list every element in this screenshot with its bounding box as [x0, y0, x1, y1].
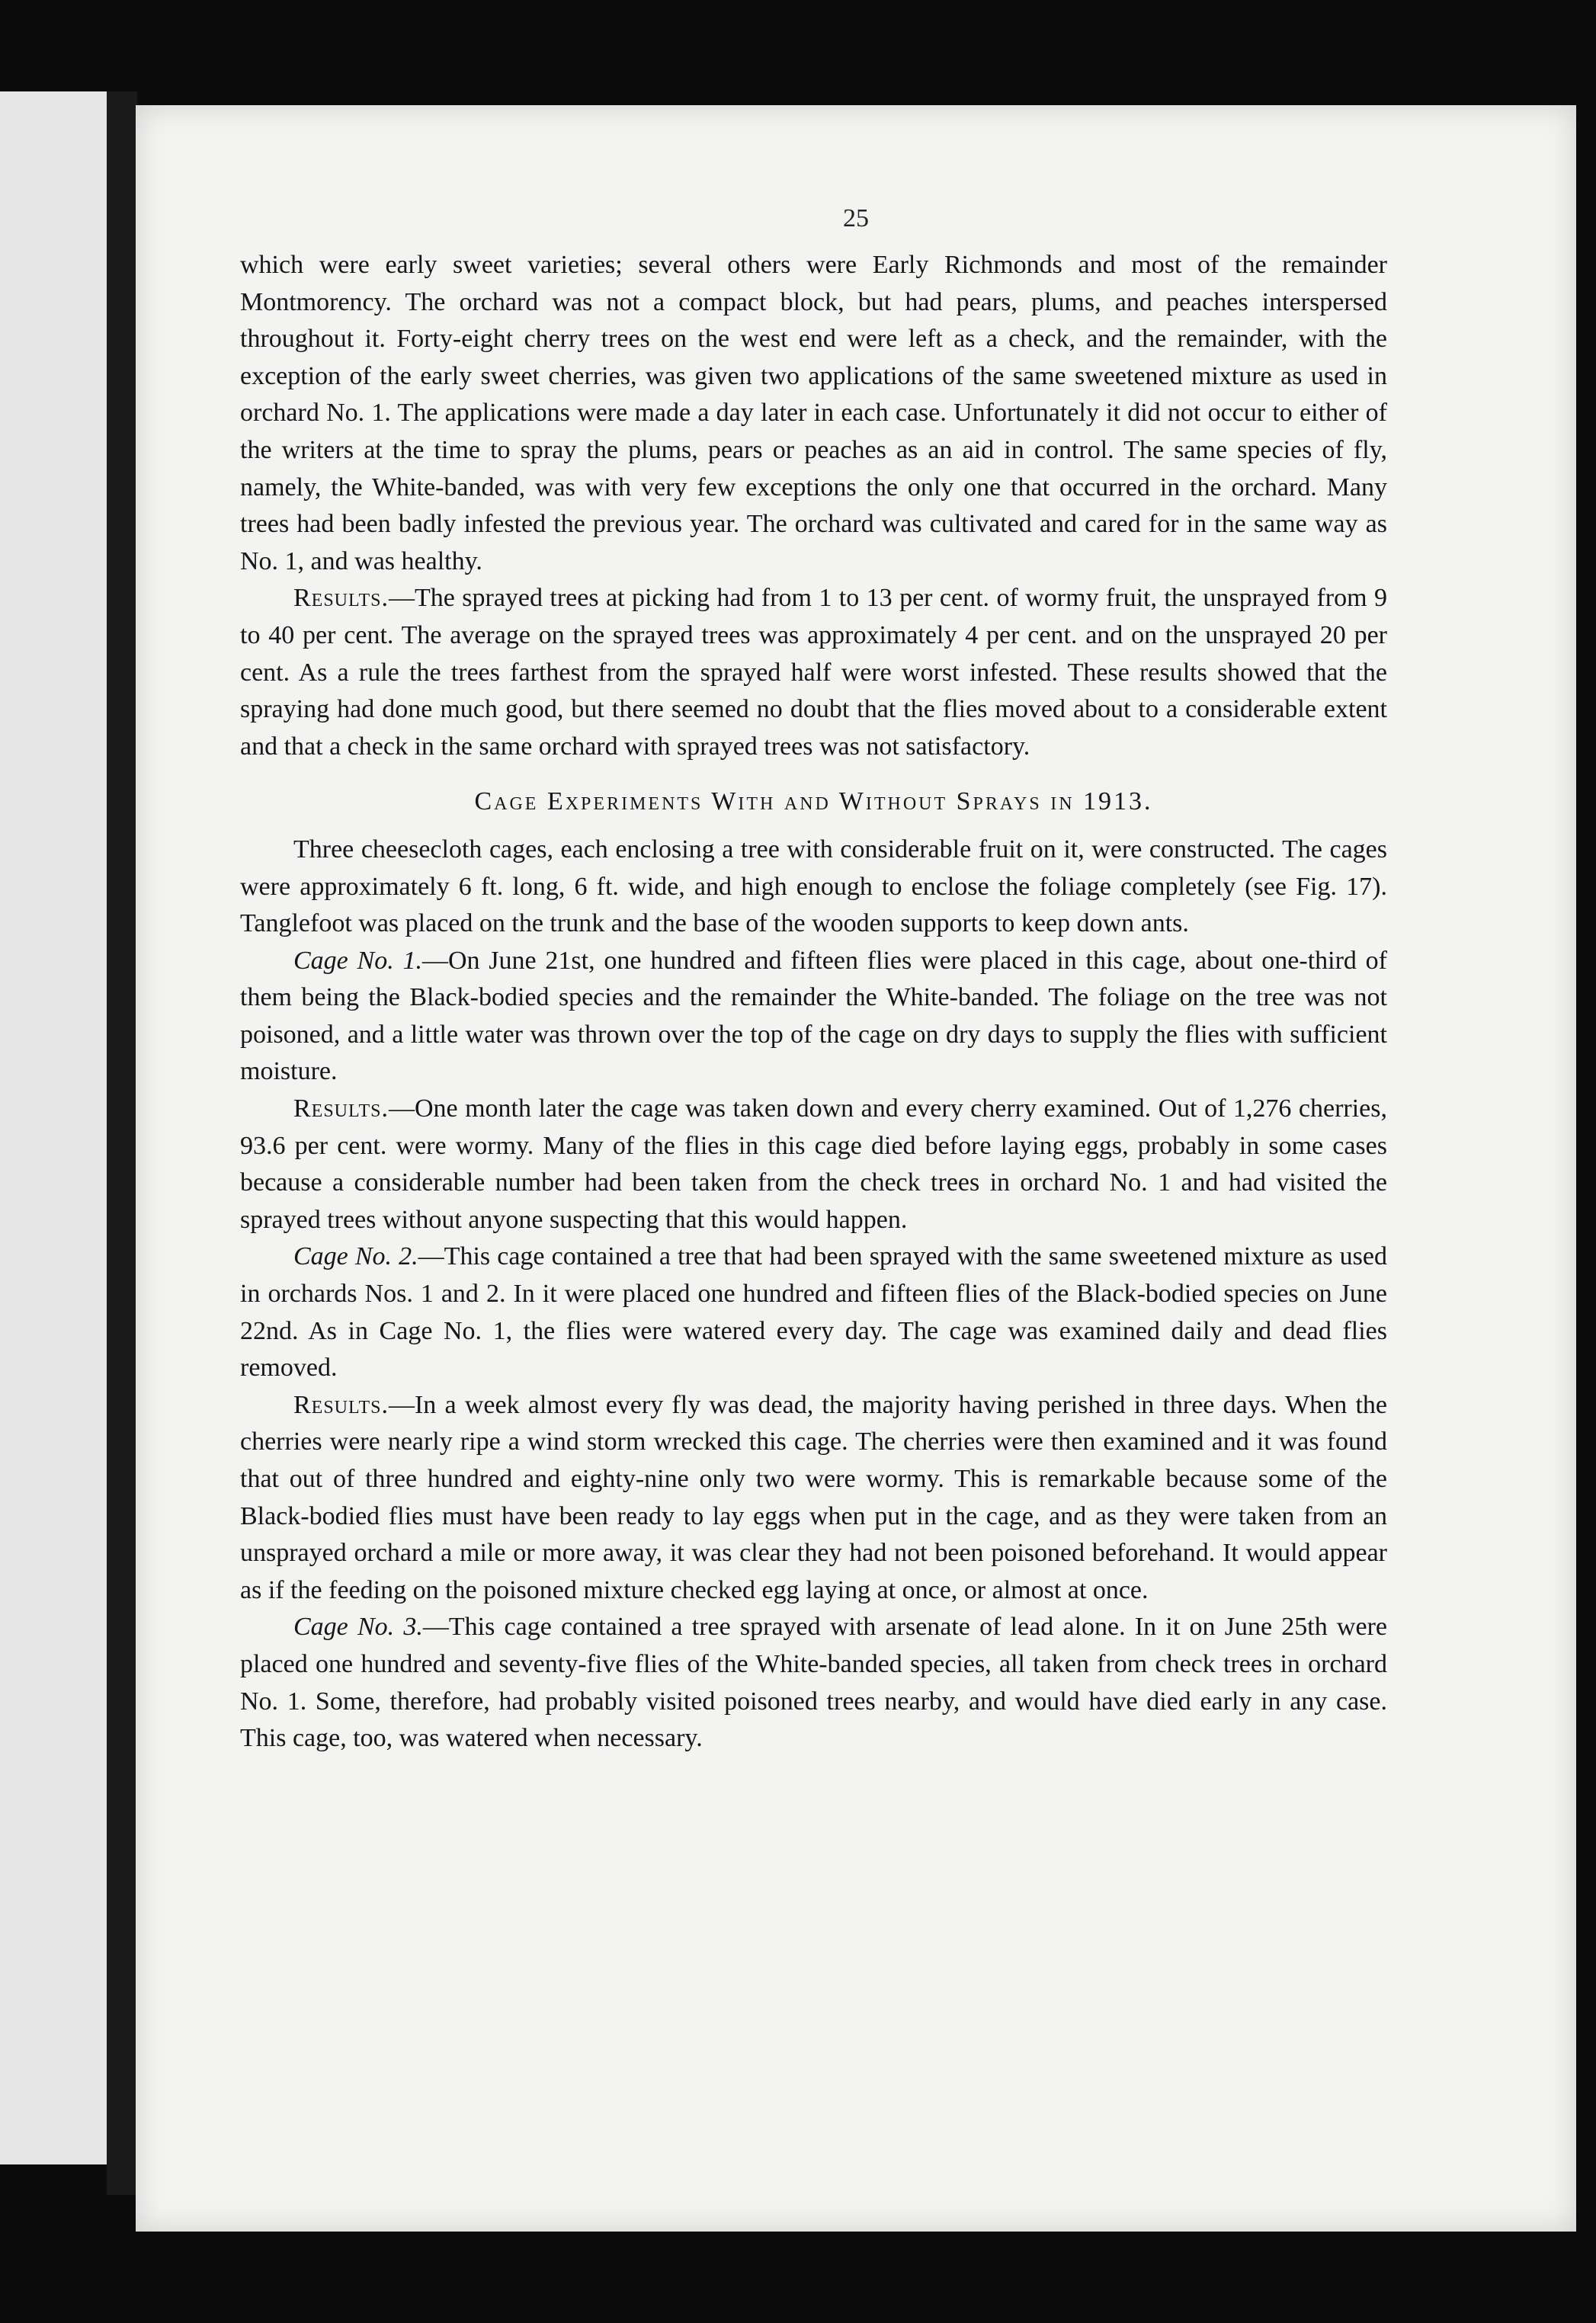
- paragraph-lead: Cage No. 3.: [293, 1613, 423, 1642]
- page-body: [240, 247, 1387, 1757]
- paragraph-lead: Cage No. 2.: [293, 1242, 418, 1271]
- paragraph-text: —This cage contained a tree that had been sprayed with the same sweetened mixture as used in orchards Nos. 1 and 2. In it were placed one hundred and fifteen flies of the Black-bodied species on June 22nd. As in Cage No. 1, the flies were watered every day. The cage was examined daily and dead flies removed.: [240, 1242, 1388, 1383]
- paragraph-lead: Cage No. 1.: [293, 946, 422, 975]
- paragraph-cage-3: [240, 1609, 1387, 1757]
- paragraph-text: which were early sweet varieties; several others were Early Richmonds and most of the remainder Montmorency. The orchard was not a compact block, but had pears, plums, and peaches interspersed throughout it. Forty-eight cherry trees on the west end were left as a check, and the remainder, with the exception of the early sweet cherries, was given two applications of the same sweetened mixture as used in orchard No. 1. The applications were made a day later in each case. Unfortunately it did not occur to either of the writers at the time to spray the plums, pears or peaches as an aid in control. The same species of fly, namely, the White-banded, was with very few exceptions the only one that occurred in the orchard. Many trees had been badly infested the previous year. The orchard was cultivated and cared for in the same way as No. 1, and was healthy.: [240, 251, 1387, 575]
- paragraph-lead: Results.: [293, 1094, 389, 1123]
- paragraph-results-orchard-2: [240, 580, 1387, 765]
- paragraph-text: —On June 21st, one hundred and fifteen flies were placed in this cage, about one-third of them being the Black-bodied species and the remainder the White-banded. The foliage on the tree was not poisoned, and a little water was thrown over the top of the cage on dry days to supply the flies with sufficient moisture.: [240, 946, 1387, 1086]
- paragraph-text: Three cheesecloth cages, each enclosing a tree with considerable fruit on it, were constructed. The cages were approximately 6 ft. long, 6 ft. wide, and high enough to enclose the foliage completely (see Fig. 17). Tanglefoot was placed on the trunk and the base of the wooden supports to keep down ants.: [240, 835, 1387, 938]
- paragraph-text: —The sprayed trees at picking had from 1 to 13 per cent. of wormy fruit, the unsprayed from 9 to 40 per cent. The average on the sprayed trees was approximately 4 per cent. and on the unsprayed 20 per cent. As a rule the trees farthest from the sprayed half were worst infested. These results showed that the spraying had done much good, but there seemed no doubt that the flies moved about to a considerable extent and that a check in the same orchard with sprayed trees was not satisfactory.: [240, 584, 1387, 761]
- paragraph-lead: Results.: [293, 584, 389, 613]
- section-heading: Cage Experiments With and Without Sprays in 1913.: [474, 787, 1153, 816]
- adjacent-page-edge: [0, 91, 114, 2164]
- paragraph-text: —This cage contained a tree sprayed with arsenate of lead alone. In it on June 25th were placed one hundred and seventy-five flies of the White-banded species, all taken from check trees in orchard No. 1. Some, therefore, had probably visited poisoned trees nearby, and would have died early in any case. This cage, too, was watered when necessary.: [240, 1613, 1387, 1753]
- page-number: 25: [843, 204, 869, 232]
- paragraph-results-cage-1: [240, 1091, 1387, 1238]
- paragraph-orchard-2-description: [240, 247, 1387, 580]
- paragraph-results-cage-2: [240, 1387, 1387, 1610]
- paragraph-text: —One month later the cage was taken down and every cherry examined. Out of 1,276 cherries, 93.6 per cent. were wormy. Many of the flies in this cage died before laying eggs, probably in some cases because a considerable number had been taken from the check trees in orchard No. 1 and had visited the sprayed trees without anyone suspecting that this would happen.: [240, 1094, 1387, 1234]
- binding-shadow: [107, 91, 137, 2195]
- paragraph-cage-intro: [240, 831, 1387, 943]
- paragraph-text: —In a week almost every fly was dead, the majority having perished in three days. When the cherries were nearly ripe a wind storm wrecked this cage. The cherries were then examined and it was found that out of three hundred and eighty-nine only two were wormy. This is remarkable because some of the Black-bodied flies must have been ready to lay eggs when put in the cage, and as they were taken from an unsprayed orchard a mile or more away, it was clear they had not been poisoned beforehand. It would appear as if the feeding on the poisoned mixture checked egg laying at once, or almost at once.: [240, 1390, 1387, 1604]
- paragraph-cage-2: [240, 1238, 1387, 1386]
- paragraph-cage-1: [240, 943, 1387, 1091]
- paragraph-lead: Results.: [293, 1390, 389, 1419]
- book-page: [136, 105, 1576, 2232]
